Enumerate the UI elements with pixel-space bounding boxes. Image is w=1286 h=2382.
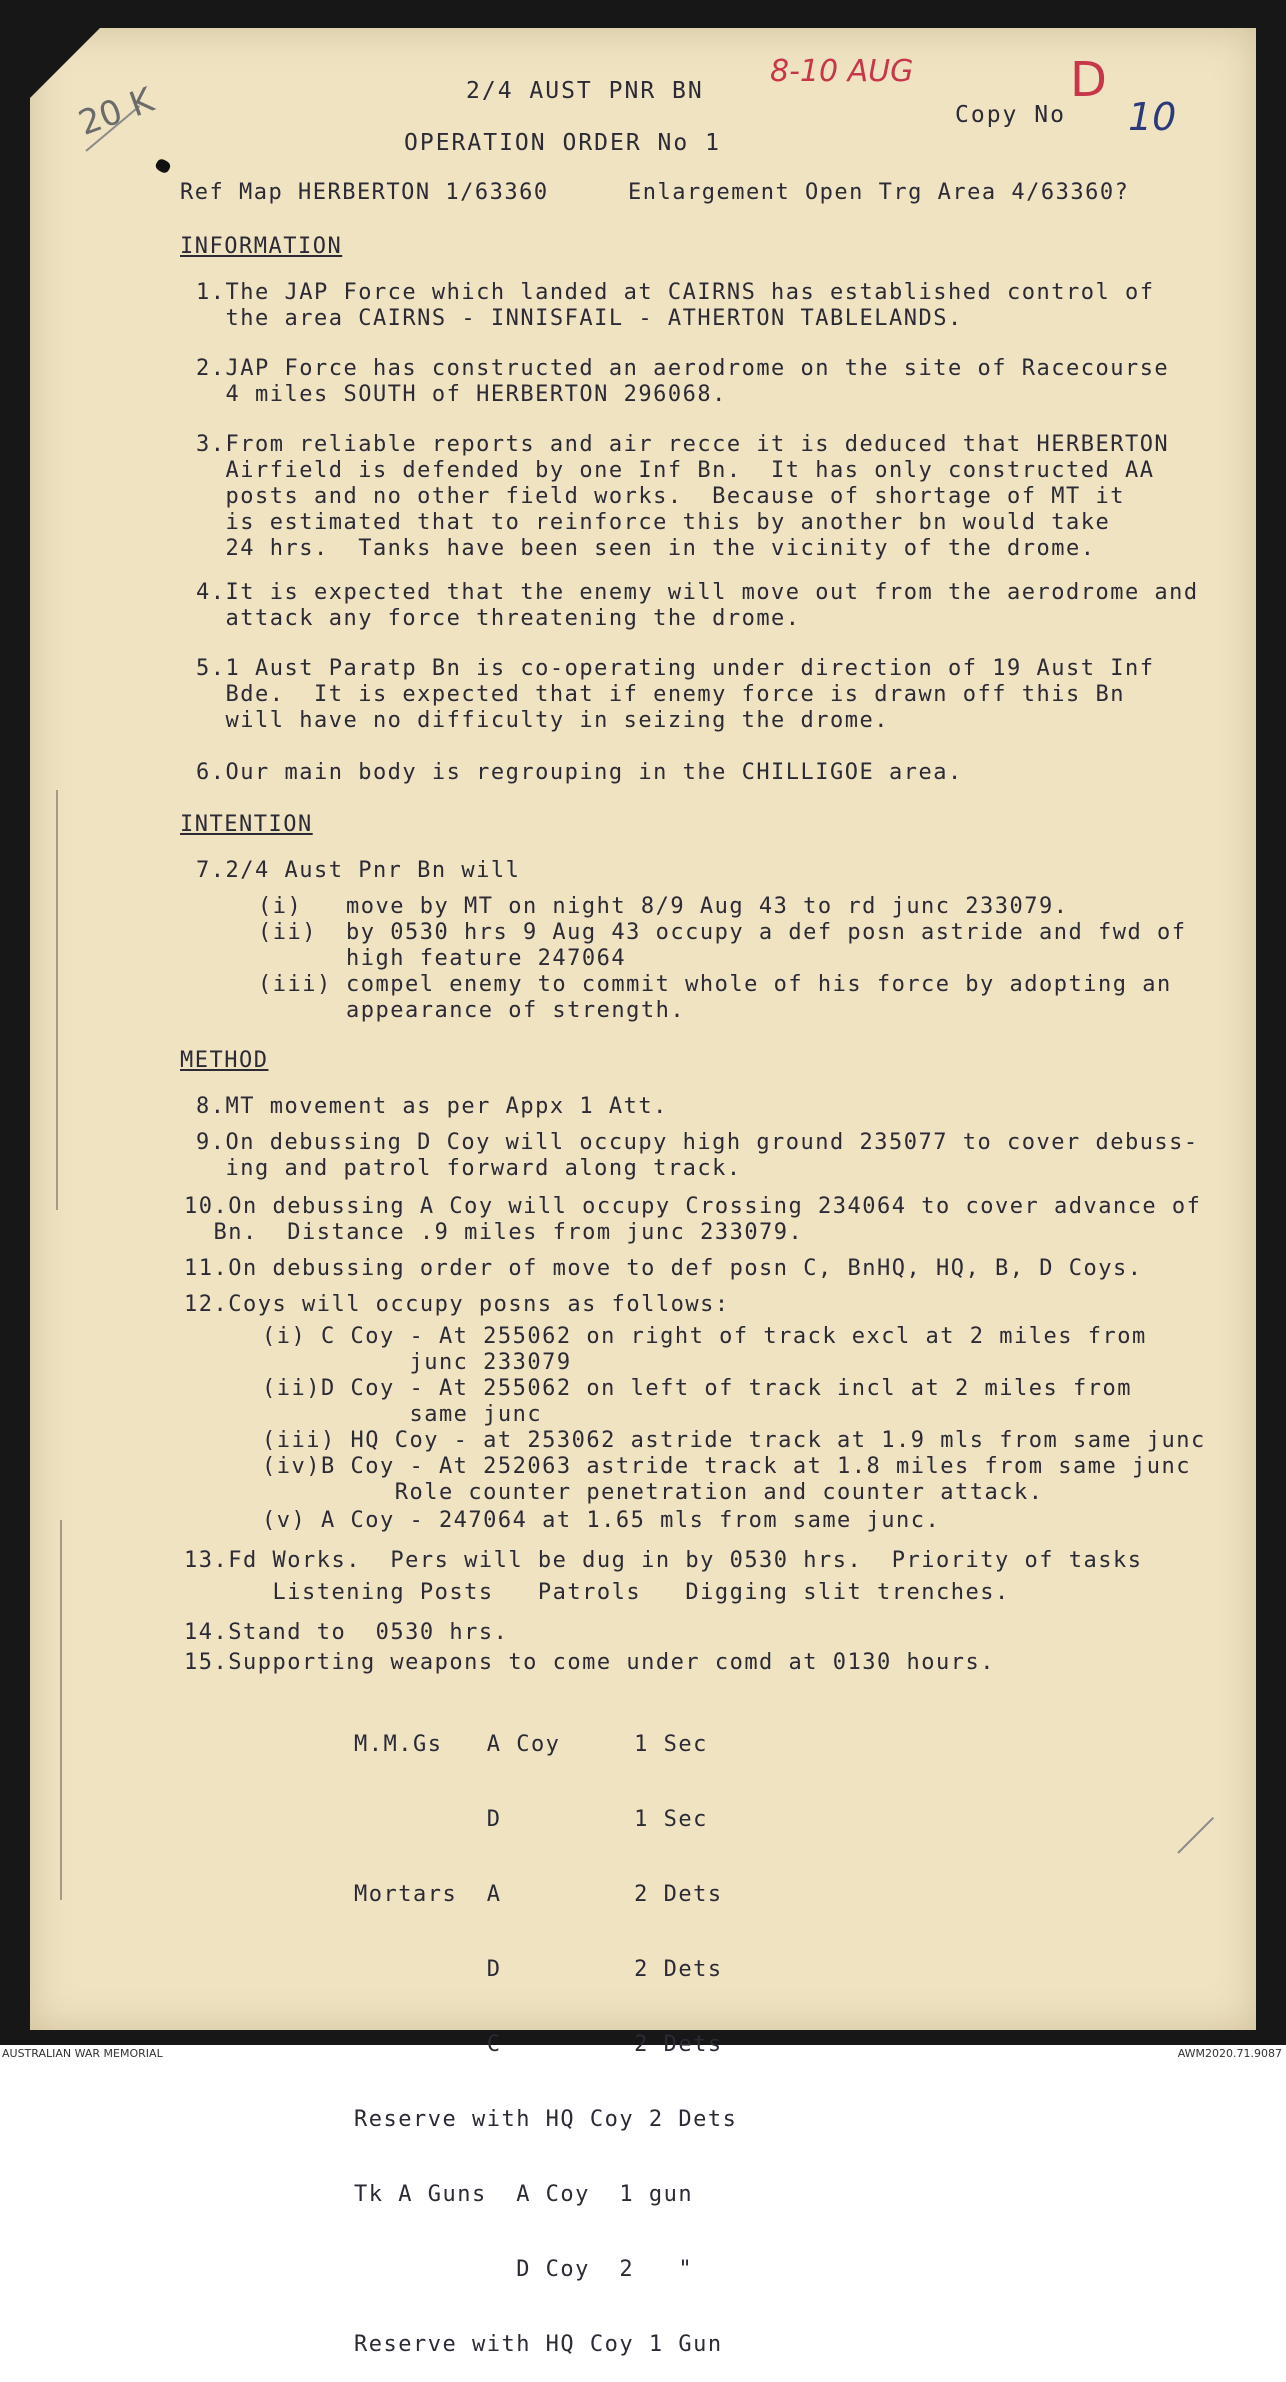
method-para-13: 13.Fd Works. Pers will be dug in by 0530 hrs. Priority of tasks Listening Posts Patrols Digging slit trenches. [184, 1548, 1143, 1605]
weapons-row: Reserve with HQ Coy 1 Gun [354, 2332, 723, 2357]
intention-item-iii-number: (iii) [258, 972, 332, 997]
copy-label: Copy No [955, 102, 1066, 128]
weapons-row: M.M.Gs A Coy 1 Sec [354, 1732, 708, 1757]
info-para-2: 2.JAP Force has constructed an aerodrome on the site of Racecourse 4 miles SOUTH of HERBERTON 296068. [196, 356, 1170, 407]
intention-item-i-number: (i) [258, 894, 332, 919]
weapons-row: Tk A Guns A Coy 1 gun [354, 2182, 694, 2207]
info-para-6: 6.Our main body is regrouping in the CHILLIGOE area. [196, 760, 963, 785]
information-heading: INFORMATION [180, 234, 343, 259]
method-para-12: 12.Coys will occupy posns as follows: [184, 1292, 730, 1317]
posn-hq-coy: (iii) HQ Coy - at 253062 astride track at 1.9 mls from same junc [262, 1428, 1206, 1453]
handwritten-dates: 8-10 AUG [770, 54, 914, 89]
intention-item-ii-number: (ii) [258, 920, 332, 945]
info-para-1: 1.The JAP Force which landed at CAIRNS has established control of the area CAIRNS - INNISFAIL - ATHERTON TABLELANDS. [196, 280, 1155, 331]
footer-accession: AWM2020.71.9087 [1177, 2047, 1282, 2060]
supporting-weapons-table [354, 1682, 737, 2382]
ref-map: Ref Map HERBERTON 1/63360 [180, 180, 549, 205]
copy-number: 10 [1128, 95, 1177, 139]
unit-name: 2/4 AUST PNR BN [466, 78, 704, 104]
intention-heading: INTENTION [180, 812, 313, 837]
margin-wear-2 [60, 1520, 62, 1900]
method-para-15: 15.Supporting weapons to come under comd at 0130 hours. [184, 1650, 995, 1675]
intention-item-i: move by MT on night 8/9 Aug 43 to rd junc 233079. [346, 894, 1069, 919]
posn-b-coy: (iv)B Coy - At 252063 astride track at 1.8 miles from same junc Role counter penetration and counter attack. [262, 1454, 1191, 1505]
weapons-row: D 1 Sec [354, 1807, 708, 1832]
enlargement-ref: Enlargement Open Trg Area 4/63360? [628, 180, 1130, 205]
margin-wear [56, 790, 58, 1210]
method-para-8: 8.MT movement as per Appx 1 Att. [196, 1094, 668, 1119]
method-para-11: 11.On debussing order of move to def posn C, BnHQ, HQ, B, D Coys. [184, 1256, 1143, 1281]
weapons-row: C 2 Dets [354, 2032, 723, 2057]
weapons-row: D Coy 2 " [354, 2257, 694, 2282]
pencil-annotation: 20 K [73, 80, 159, 144]
posn-d-coy: (ii)D Coy - At 255062 on left of track incl at 2 miles from same junc [262, 1376, 1132, 1427]
info-para-4: 4.It is expected that the enemy will move out from the aerodrome and attack any force threatening the drome. [196, 580, 1199, 631]
footer-source: AUSTRALIAN WAR MEMORIAL [2, 2047, 163, 2060]
method-para-9: 9.On debussing D Coy will occupy high ground 235077 to cover debuss- ing and patrol forward along track. [196, 1130, 1199, 1181]
intention-item-ii: by 0530 hrs 9 Aug 43 occupy a def posn astride and fwd of high feature 247064 [346, 920, 1187, 971]
weapons-row: D 2 Dets [354, 1957, 723, 1982]
intention-item-iii: compel enemy to commit whole of his force by adopting an appearance of strength. [346, 972, 1172, 1023]
posn-c-coy: (i) C Coy - At 255062 on right of track excl at 2 miles from junc 233079 [262, 1324, 1147, 1375]
method-para-14: 14.Stand to 0530 hrs. [184, 1620, 509, 1645]
info-para-5: 5.1 Aust Paratp Bn is co-operating under direction of 19 Aust Inf Bde. It is expected that if enemy force is drawn off this Bn will have no difficulty in seizing the drome. [196, 656, 1155, 733]
copy-letter: D [1070, 52, 1107, 108]
intention-lead: 7.2/4 Aust Pnr Bn will [196, 858, 521, 883]
method-para-10: 10.On debussing A Coy will occupy Crossing 234064 to cover advance of Bn. Distance .9 miles from junc 233079. [184, 1194, 1202, 1245]
order-title: OPERATION ORDER No 1 [404, 130, 721, 156]
method-heading: METHOD [180, 1048, 269, 1073]
weapons-row: Reserve with HQ Coy 2 Dets [354, 2107, 738, 2132]
info-para-3: 3.From reliable reports and air recce it is deduced that HERBERTON Airfield is defended by one Inf Bn. It has only constructed AA posts and no other field works. Because of shortage of MT it is estimated that to reinforce this by another bn would take 24 hrs. Tanks have been seen in the vicinity of the drome. [196, 432, 1170, 561]
posn-a-coy: (v) A Coy - 247064 at 1.65 mls from same junc. [262, 1508, 941, 1533]
folded-corner [30, 28, 100, 98]
weapons-row: Mortars A 2 Dets [354, 1882, 723, 1907]
